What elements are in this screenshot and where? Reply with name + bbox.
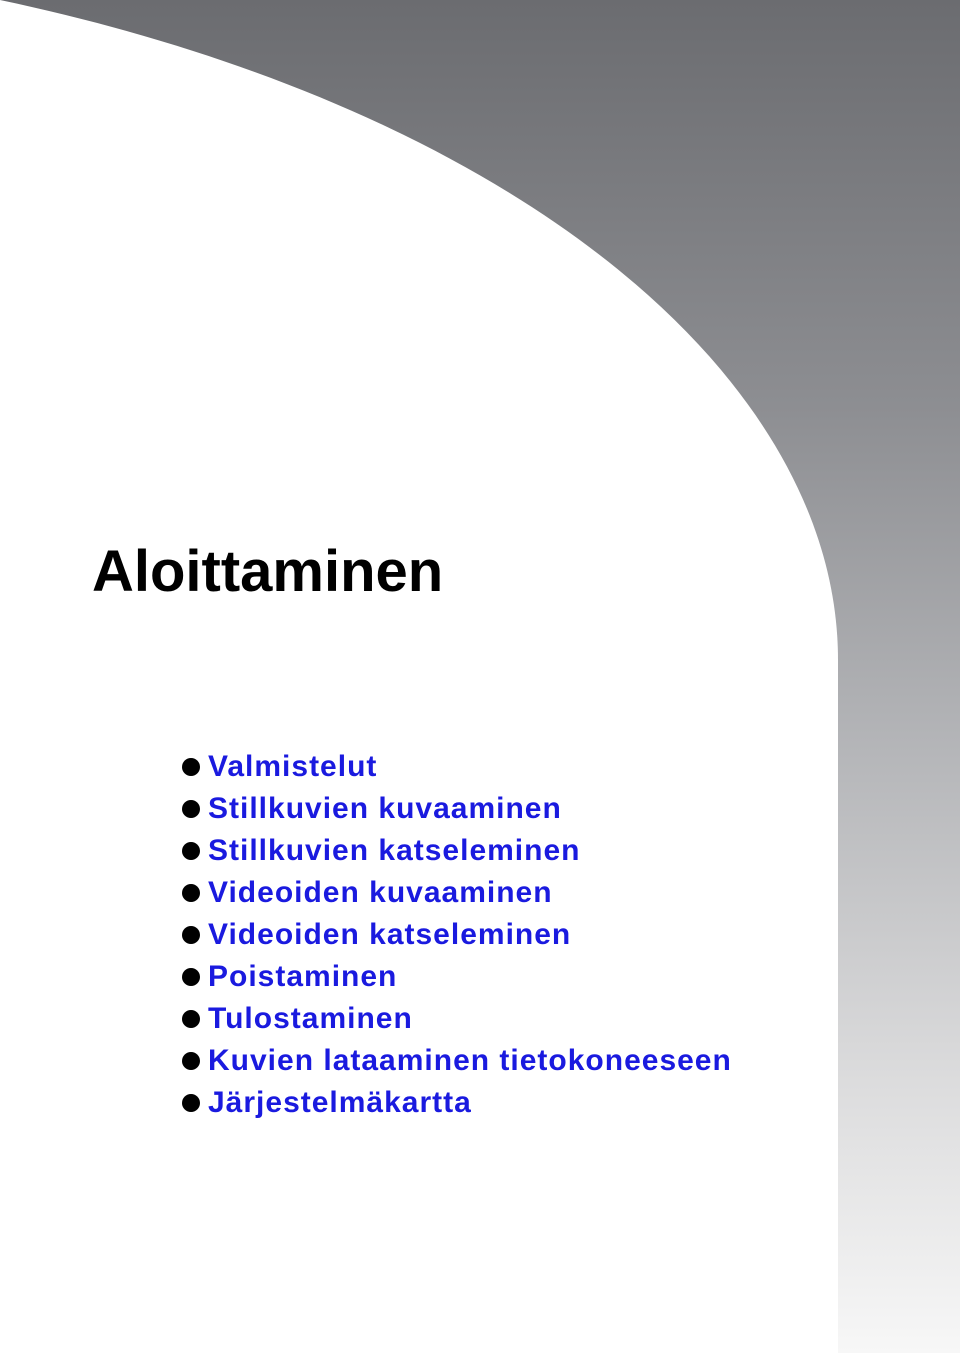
bullet-icon	[182, 968, 200, 986]
toc-item-label: Järjestelmäkartta	[208, 1086, 472, 1119]
toc-item-label: Videoiden kuvaaminen	[208, 876, 553, 909]
toc-item-kuvien-lataaminen[interactable]	[182, 1040, 732, 1082]
bullet-icon	[182, 800, 200, 818]
toc-item-poistaminen[interactable]	[182, 956, 732, 998]
toc-item-label: Kuvien lataaminen tietokoneeseen	[208, 1044, 732, 1077]
bullet-icon	[182, 1052, 200, 1070]
toc-item-label: Poistaminen	[208, 960, 398, 993]
toc-item-jarjestelmakartta[interactable]	[182, 1082, 732, 1124]
toc-item-videoiden-kuvaaminen[interactable]	[182, 872, 732, 914]
toc-item-label: Tulostaminen	[208, 1002, 413, 1035]
page-title: Aloittaminen	[92, 539, 444, 604]
toc-item-label: Videoiden katseleminen	[208, 918, 572, 951]
toc-item-tulostaminen[interactable]	[182, 998, 732, 1040]
toc-list	[182, 746, 732, 1124]
toc-item-label: Stillkuvien kuvaaminen	[208, 792, 562, 825]
toc-item-valmistelut[interactable]	[182, 746, 732, 788]
bullet-icon	[182, 926, 200, 944]
toc-item-stillkuvien-kuvaaminen[interactable]	[182, 788, 732, 830]
bullet-icon	[182, 884, 200, 902]
bullet-icon	[182, 758, 200, 776]
toc-item-label: Stillkuvien katseleminen	[208, 834, 581, 867]
bullet-icon	[182, 1094, 200, 1112]
toc-item-videoiden-katseleminen[interactable]	[182, 914, 732, 956]
bullet-icon	[182, 1010, 200, 1028]
toc-item-stillkuvien-katseleminen[interactable]	[182, 830, 732, 872]
toc-item-label: Valmistelut	[208, 750, 378, 783]
bullet-icon	[182, 842, 200, 860]
